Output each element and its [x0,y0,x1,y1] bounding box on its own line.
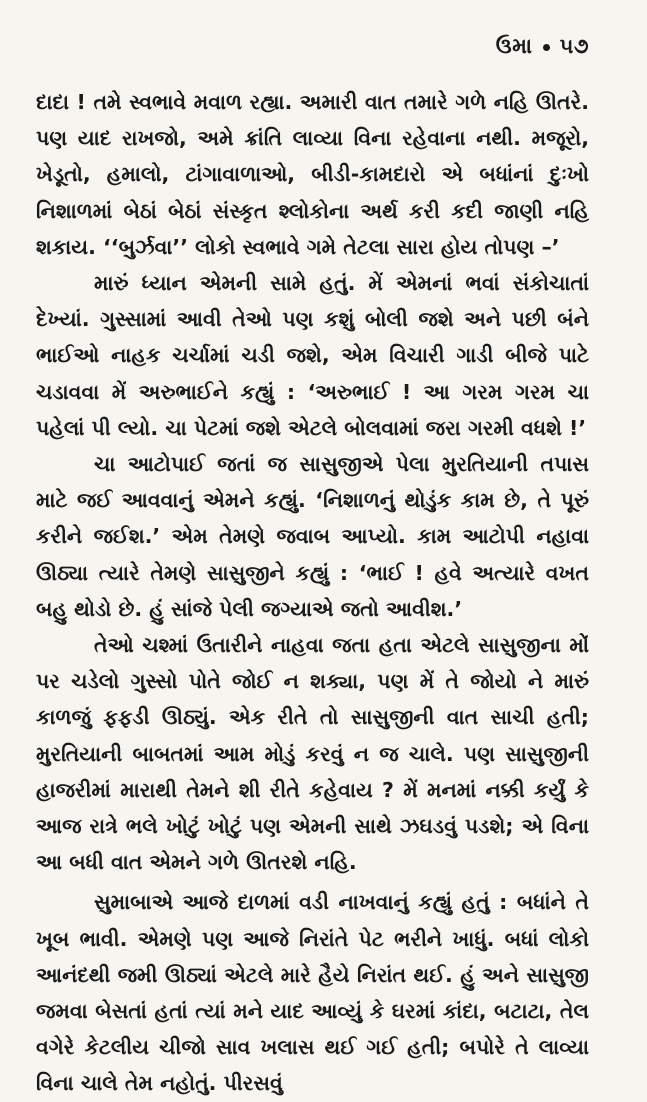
paragraph: મારું ધ્યાન એમની સામે હતું. મેં એમનાં ભવાં સંકોચાતાં દેખ્યાં. ગુસ્સામાં આવી તેઓ પણ કશું બોલી જશે અને પછી બંને ભાઈઓ નાહક ચર્ચામાં ચડી જશે, એમ વિચારી ગાડી બીજે પાટે ચડાવવા મેં અરુભાઈને કહ્યું : ‘અરુભાઈ ! આ ગરમ ગરમ ચા પહેલાં પી લ્યો. ચા પેટમાં જશે એટલે બોલવામાં જરા ગરમી વધશે !’ [36,271,589,440]
paragraph: દાદા ! તમે સ્વભાવે મવાળ રહ્યા. અમારી વાત તમારે ગળે નહિ ઊતરે. પણ યાદ રાખજો, અમે ક્રાંતિ લાવ્યા વિના રહેવાના નથી. મજૂરો, ખેડૂતો, હમાલો, ટાંગાવાળાઓ, બીડી-કામદારો એ બધાંનાં દુઃખો નિશાળમાં બેઠાં બેઠાં સંસ્કૃત શ્લોકોના અર્થ કરી કદી જાણી નહિ શકાય. ‘‘બુર્ઝવા’’ લોકો સ્વભાવે ગમે તેટલા સારા હોય તોપણ –’ [36,90,589,259]
separator-dot-icon [543,44,550,51]
paragraph: સુમાબાએ આજે દાળમાં વડી નાખવાનું કહ્યું હતું : બધાંને તે ખૂબ ભાવી. એમણે પણ આજે નિરાંતે પેટ ભરીને ખાધું. બધાં લોકો આનંદથી જમી ઊઠ્યાં એટલે મારે હૈયે નિરાંત થઈ. હું અને સાસુજી જમવા બેસતાં હતાં ત્યાં મને યાદ આવ્યું કે ઘરમાં કાંદા, બટાટા, તેલ વગેરે કેટલીય ચીજો સાવ ખલાસ થઈ ગઈ હતી; બપોરે તે લાવ્યા વિના ચાલે તેમ નહોતું. પીરસવું [36,890,589,1096]
paragraph: તેઓ ચશ્માં ઉતારીને નાહવા જતા હતા એટલે સાસુજીના મોં પર ચડેલો ગુસ્સો પોતે જોઈ ન શક્યા, પણ મેં તે જોયો ને મારું કાળજું ફફડી ઊઠ્યું. એક રીતે તો સાસુજીની વાત સાચી હતી; મુરતિયાની બાબતમાં આમ મોડું કરવું ન જ ચાલે. પણ સાસુજીની હાજરીમાં મારાથી તેમને શી રીતે કહેવાય ? મેં મનમાં નક્કી કર્યું કે આજ રાત્રે ભલે ખોટું ખોટું પણ એમની સાથે ઝઘડવું પડશે; એ વિના આ બધી વાત એમને ગળે ઊતરશે નહિ. [36,633,589,875]
running-head-title: ઉમા [495,34,533,58]
paragraph: ચા આટોપાઈ જતાં જ સાસુજીએ પેલા મુરતિયાની તપાસ માટે જઈ આવવાનું એમને કહ્યું. ‘નિશાળનું થોડુંક કામ છે, તે પૂરું કરીને જઈશ.’ એમ તેમણે જવાબ આપ્યો. કામ આટોપી નહાવા ઊઠ્યા ત્યારે તેમણે સાસુજીને કહ્યું : ‘ભાઈ ! હવે અત્યારે વખત બહુ થોડો છે. હું સાંજે પેલી જગ્યાએ જતો આવીશ.’ [36,452,589,621]
running-head [496,34,589,59]
page-number: ૫૭ [559,34,589,58]
body-text [36,84,589,1102]
